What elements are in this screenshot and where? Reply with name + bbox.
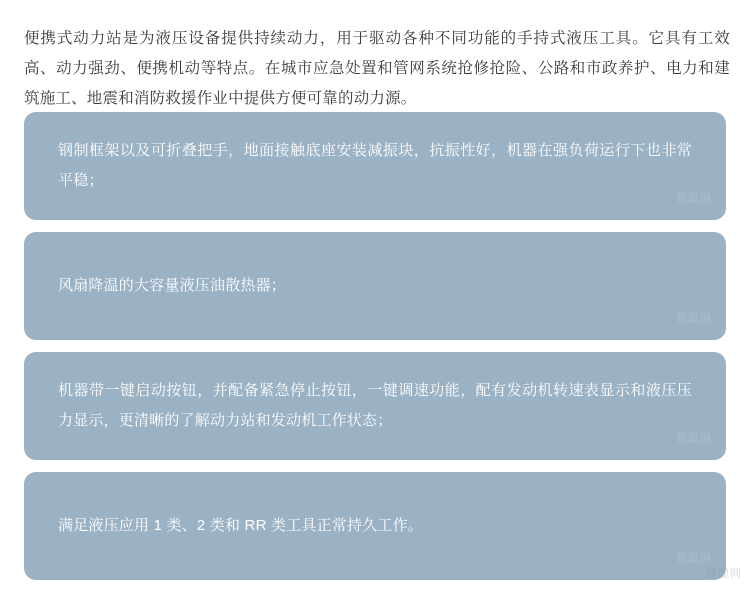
- feature-card: [24, 112, 726, 220]
- feature-card-text: 风扇降温的大容量液压油散热器；: [58, 277, 287, 294]
- feature-card: [24, 472, 726, 580]
- page-watermark-label: 慧聪网: [706, 568, 742, 580]
- watermark-label: 慧聪网: [676, 553, 712, 565]
- feature-card: [24, 352, 726, 460]
- feature-card: [24, 232, 726, 340]
- watermark-label: 慧聪网: [676, 193, 712, 205]
- watermark-label: 慧聪网: [676, 313, 712, 325]
- intro-paragraph: 便携式动力站是为液压设备提供持续动力，用于驱动各种不同功能的手持式液压工具。它具有工效高、动力强劲、便携机动等特点。在城市应急处置和管网系统抢修抢险、公路和市政养护、电力和建筑施工、地震和消防救援作业中提供方便可靠的动力源。: [24, 29, 730, 107]
- feature-card-text: 钢制框架以及可折叠把手，地面接触底座安装减振块，抗振性好，机器在强负荷运行下也非常平稳；: [58, 142, 692, 189]
- feature-card-list: [24, 112, 726, 592]
- watermark-label: 慧聪网: [676, 433, 712, 445]
- feature-card-text: 满足液压应用 1 类、2 类和 RR 类工具正常持久工作。: [58, 517, 423, 534]
- feature-card-text: 机器带一键启动按钮，并配备紧急停止按钮，一键调速功能，配有发动机转速表显示和液压压力显示，更清晰的了解动力站和发动机工作状态；: [58, 382, 692, 429]
